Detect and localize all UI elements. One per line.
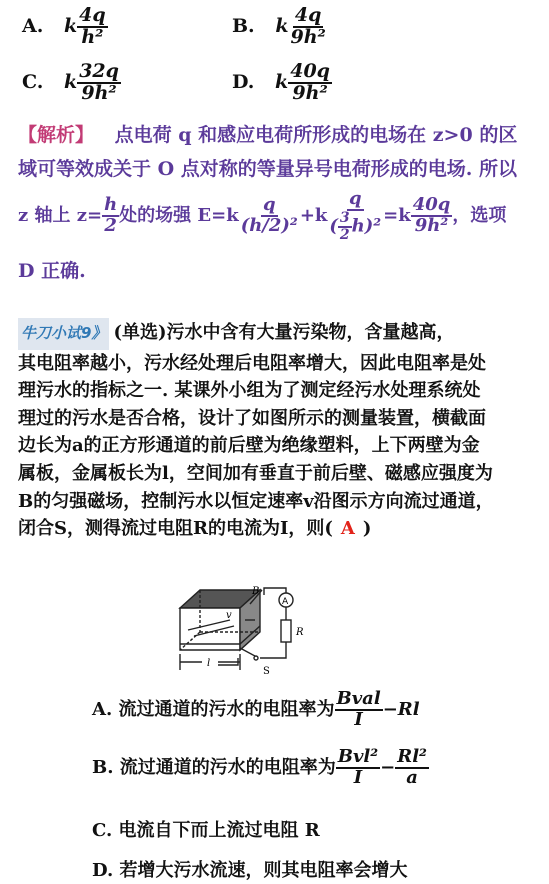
k-symbol: k [63,14,78,37]
answer-mark: A [340,518,355,540]
question-line: 闭合S，测得流过电阻R的电流为I，则( A ) [18,518,372,540]
option-d-top [232,62,332,104]
choice-b: B. 流过通道的污水的电阻率为 $\frac{\text{Bvl²}}{I}$ − $\frac{\text{Rl²}}{a}$ [92,746,427,788]
solution-block [18,118,548,288]
fraction: $\frac{\text{Rl²}}{a}$ [397,746,427,788]
fraction: $\frac{4q}{\text{9h²}}$ [290,4,326,48]
k-symbol: k [64,70,78,93]
k-symbol: k [275,14,289,37]
choice-a: A. 流过通道的污水的电阻率为 $\frac{\text{Bval}}{I}$ −Rl [92,688,420,730]
question-block [18,318,548,543]
label-v: v [226,610,232,621]
option-label: A. [22,14,44,37]
fraction: $\frac{\text{Bvl²}}{I}$ [337,746,379,788]
question-line: 理过的污水是否合格，设计了如图所示的测量装置，横截面 [18,407,486,429]
fraction: $\frac{h}{2}$ [104,194,118,237]
fraction: $\frac{32q}{\text{9h²}}$ [79,60,119,104]
fraction: $\frac{3}{2}$ [339,209,350,243]
question-line: 边长为a的正方形通道的前后壁为绝缘塑料，上下两壁为金 [18,435,480,457]
fraction: $\frac{\text{Bval}}{I}$ [336,688,381,730]
ammeter-label: A [282,597,289,607]
option-b-top [232,6,328,48]
measurement-apparatus-diagram [160,580,310,680]
question-line: 属板，金属板长为l，空间加有垂直于前后壁、磁感应强度为 [18,462,493,484]
solution-line-3: z 轴上 z= $\frac{h}{2}$ 处的场强 E=k $\frac{q}{\text{(h/2)²}}$ +k q ( $\frac{3}{2}$ h)² =k $\frac{40q}{\text{9h²}}$ ，选项 [18,188,507,243]
option-c-top [22,62,121,104]
option-label: C. [22,70,44,93]
label-r: R [296,627,304,638]
solution-line-4: D 正确. [18,260,86,283]
option-label: B. [232,14,255,37]
fraction: $\frac{40q}{\text{9h²}}$ [290,60,330,104]
label-s: S [263,666,270,677]
question-line: 牛刀小试9》 (单选)污水中含有大量污染物，含量越高， [18,318,548,350]
fraction: $\frac{4q}{\text{h²}}$ [79,4,106,48]
option-a-top [22,6,108,48]
solution-tag: 【解析】 [18,124,95,146]
choice-d: D. 若增大污水流速，则其电阻率会增大 [92,860,408,881]
solution-line-1: 【解析】 点电荷 q 和感应电荷所形成的电场在 z>0 的区 [18,124,518,146]
label-l: l [207,658,211,669]
k-symbol: k [275,70,289,93]
fraction: $\frac{40q}{\text{9h²}}$ [412,194,451,237]
option-label: D. [232,70,255,93]
question-line: 其电阻率越小，污水经处理后电阻率增大，因此电阻率是处 [18,352,486,374]
question-line: B的匀强磁场，控制污水以恒定速率v沿图示方向流过通道， [18,490,494,512]
fraction: $\frac{q}{\text{(h/2)²}}$ [240,194,298,237]
question-line: 理污水的指标之一. 某课外小组为了测定经污水处理系统处 [18,380,481,402]
label-b: B [252,586,260,597]
choice-c: C. 电流自下而上流过电阻 R [92,820,320,841]
solution-line-2: 域可等效成关于 O 点对称的等量异号电荷形成的电场. 所以 [18,158,518,180]
fraction: q ( $\frac{3}{2}$ h)² [329,188,382,243]
practice-badge: 牛刀小试9》 [18,318,109,350]
